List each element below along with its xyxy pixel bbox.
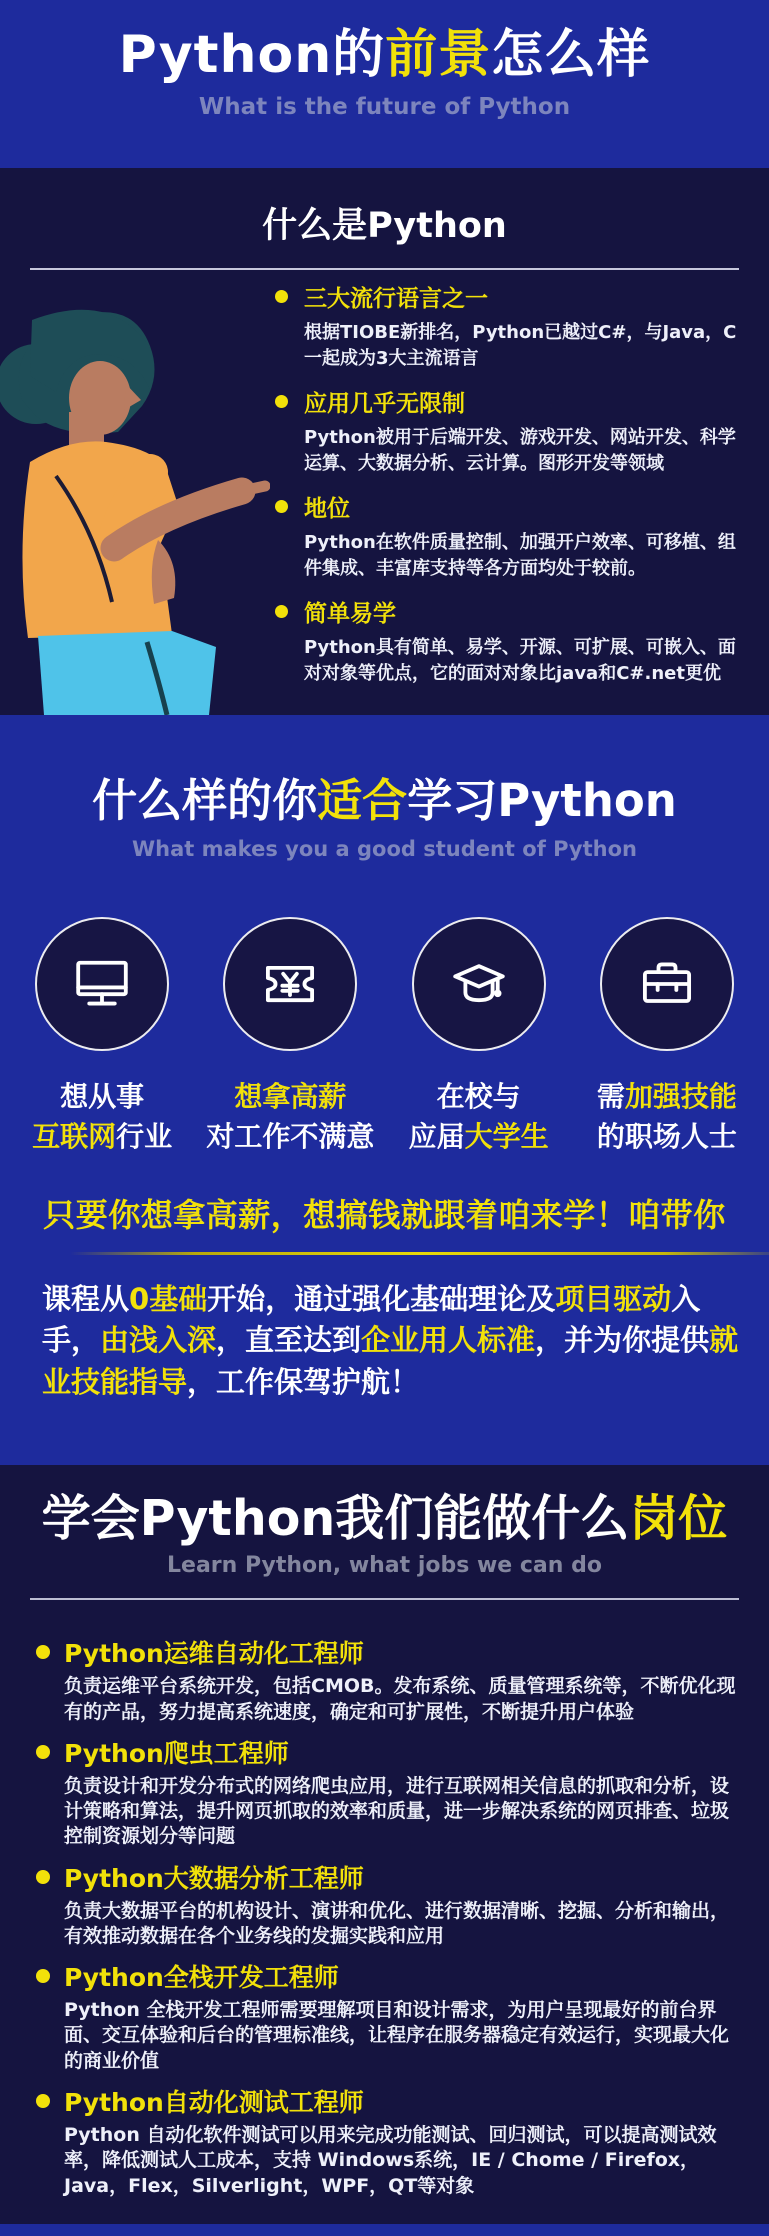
list-item xyxy=(36,1859,739,1950)
section-divider xyxy=(30,268,739,270)
what-is-python-section xyxy=(0,168,769,715)
salary-ticket-icon xyxy=(223,917,357,1051)
job-title: Python运维自动化工程师 xyxy=(64,1639,364,1669)
list-item xyxy=(273,595,745,686)
list-item xyxy=(36,1734,739,1850)
who-section-subtitle: What makes you a good student of Python xyxy=(131,836,637,861)
bullet-dot-icon xyxy=(275,605,288,618)
bullet-dot-icon xyxy=(275,500,288,513)
job-description: 负责设计和开发分布式的网络爬虫应用，进行互联网相关信息的抓取和分析，设计策略和算法，提升网页抓取的效率和质量，进一步解决系统的网页排查、垃圾控制资源划分等问题 xyxy=(64,1774,730,1848)
what-section-heading: 什么是Python xyxy=(262,206,507,246)
graduation-cap-icon xyxy=(412,917,546,1051)
jobs-list xyxy=(36,1634,739,2198)
footer-strip xyxy=(0,2224,769,2236)
list-item xyxy=(273,490,745,581)
job-title: Python大数据分析工程师 xyxy=(64,1863,364,1893)
bullet-body: Python被用于后端开发、游戏开发、网站开发、科学运算、大数据分析、云计算。图形开发等领域 xyxy=(304,427,736,474)
audience-icon-row xyxy=(0,917,769,1051)
illustration-pointing-woman xyxy=(0,300,270,715)
audience-label: 在校与 应届大学生 xyxy=(408,1079,549,1153)
jobs-section xyxy=(0,1465,769,2224)
bullet-dot-icon xyxy=(36,1745,50,1759)
bullet-body: Python具有简单、易学、开源、可扩展、可嵌入、面对对象等优点，它的面对对象比java和C#.net更优 xyxy=(304,637,736,684)
job-title: Python全栈开发工程师 xyxy=(64,1963,339,1993)
pointing-woman-graphic xyxy=(0,300,270,715)
bullet-title: 地位 xyxy=(304,496,350,523)
list-item xyxy=(273,280,745,371)
job-description: Python 自动化软件测试可以用来完成功能测试、回归测试，可以提高测试效率，降低测试人工成本，支持 Windows系统，IE / Chome / Firefox，Java，Flex，Silverlight，WPF，QT等对象 xyxy=(64,2124,717,2197)
jobs-section-subtitle: Learn Python, what jobs we can do xyxy=(167,1553,602,1579)
audience-label: 需加强技能 的职场人士 xyxy=(596,1079,737,1153)
hero-section xyxy=(0,0,769,168)
bullet-title: 应用几乎无限制 xyxy=(304,391,465,418)
bullet-dot-icon xyxy=(275,395,288,408)
jobs-section-heading: 学会Python我们能做什么岗位 xyxy=(41,1490,728,1547)
bullet-body: 根据TIOBE新排名，Python已越过C#，与Java，C一起成为3大主流语言 xyxy=(304,322,737,369)
bullet-dot-icon xyxy=(36,1645,50,1659)
job-description: 负责大数据平台的机构设计、演讲和优化、进行数据清晰、挖掘、分析和输出，有效推动数据在各个业务线的发掘实践和应用 xyxy=(64,1899,730,1947)
bullet-dot-icon xyxy=(275,290,288,303)
what-bullet-list xyxy=(273,280,745,700)
promo-divider xyxy=(70,1252,769,1255)
bullet-title: 简单易学 xyxy=(304,601,396,628)
bullet-dot-icon xyxy=(36,1969,50,1983)
briefcase-icon xyxy=(600,917,734,1051)
job-title: Python爬虫工程师 xyxy=(64,1738,289,1768)
list-item xyxy=(273,385,745,476)
page-title: Python的前景怎么样 xyxy=(118,25,651,85)
course-description: 课程从0基础开始，通过强化基础理论及项目驱动入手，由浅入深，直至达到企业用人标准，并为你提供就业技能指导，工作保驾护航！ xyxy=(42,1282,739,1399)
bullet-title: 三大流行语言之一 xyxy=(304,286,488,312)
bullet-body: Python在软件质量控制、加强开户效率、可移植、组件集成、丰富库支持等各方面均处于较前。 xyxy=(304,532,736,579)
monitor-icon xyxy=(35,917,169,1051)
list-item xyxy=(36,1634,739,1725)
job-title: Python自动化测试工程师 xyxy=(64,2088,364,2117)
who-section-heading: 什么样的你适合学习Python xyxy=(92,774,677,827)
list-item xyxy=(36,1958,739,2074)
promo-headline: 只要你想拿高薪，想搞钱就跟着咱来学！咱带你 xyxy=(43,1196,726,1235)
who-should-learn-section xyxy=(0,715,769,1465)
list-item xyxy=(36,2083,739,2199)
bullet-dot-icon xyxy=(36,1870,50,1884)
bullet-dot-icon xyxy=(36,2094,50,2108)
page-subtitle: What is the future of Python xyxy=(198,93,571,120)
job-description: Python 全栈开发工程师需要理解项目和设计需求，为用户呈现最好的前台界面、交互体验和后台的管理标准线，让程序在服务器稳定有效运行，实现最大化的商业价值 xyxy=(64,1999,730,2072)
audience-label: 想拿高薪 对工作不满意 xyxy=(206,1079,375,1153)
job-description: 负责运维平台系统开发，包括CMOB。发布系统、质量管理系统等，不断优化现有的产品，努力提高系统速度，确定和可扩展性，不断提升用户体验 xyxy=(64,1675,736,1723)
audience-label-row xyxy=(0,1077,769,1157)
section-divider xyxy=(30,1598,739,1600)
audience-label: 想从事 互联网行业 xyxy=(32,1079,173,1153)
